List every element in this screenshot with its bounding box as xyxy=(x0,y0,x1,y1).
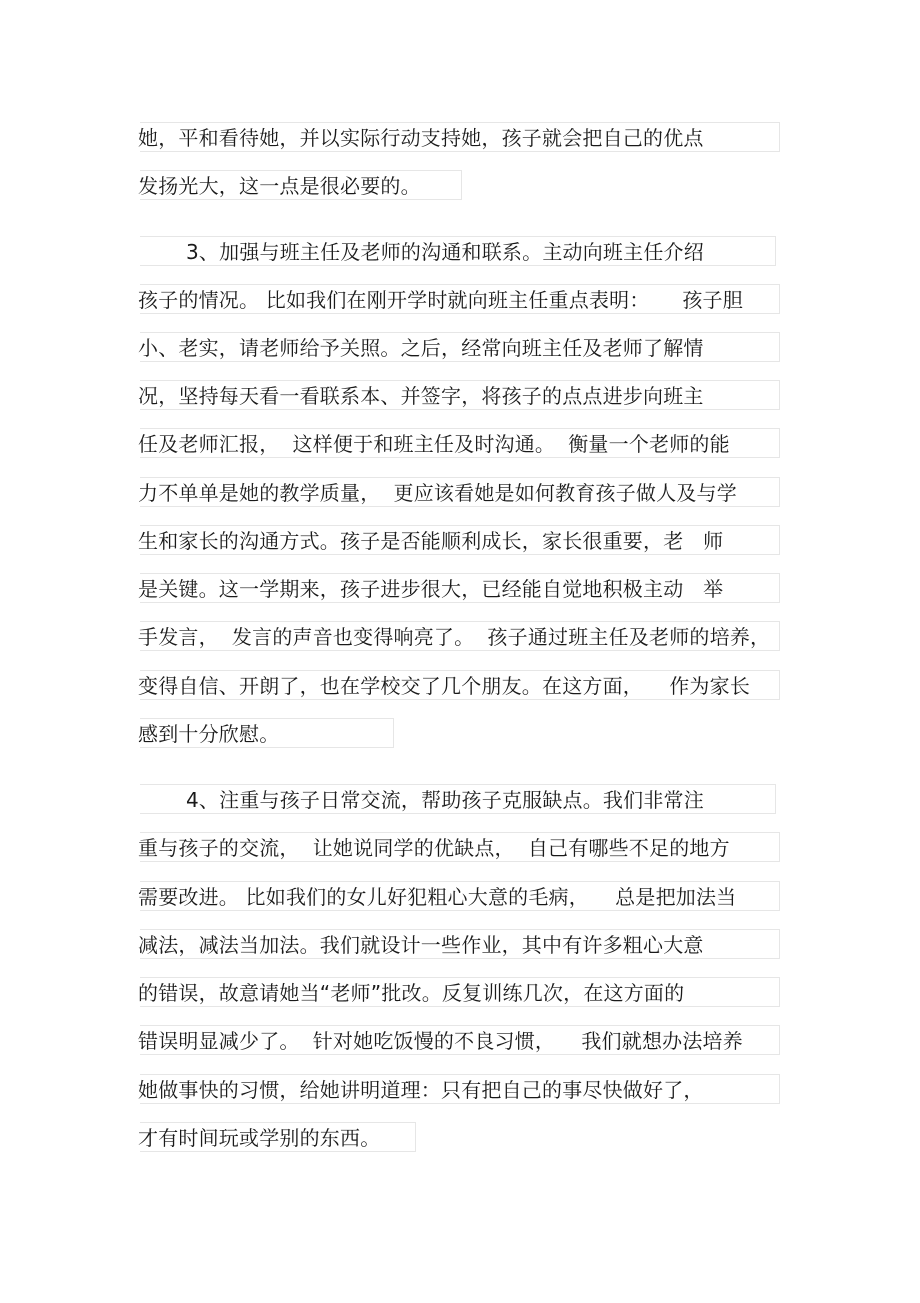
paragraph-2-line-1: 3、加强与班主任及老师的沟通和联系。主动向班主任介绍 xyxy=(186,240,704,264)
paragraph-2-line-7: 生和家长的沟通方式。孩子是否能顺利成长，家长很重要，老 师 xyxy=(138,529,724,553)
paragraph-2-line-9: 手发言， 发言的声音也变得响亮了。 孩子通过班主任及老师的培养， xyxy=(138,625,771,649)
paragraph-2-line-2: 孩子的情况。 比如我们在刚开学时就向班主任重点表明： 孩子胆 xyxy=(138,288,743,312)
paragraph-2-line-6: 力不单单是她的教学质量， 更应该看她是如何教育孩子做人及与学 xyxy=(138,481,737,505)
paragraph-3-line-6: 错误明显减少了。 针对她吃饭慢的不良习惯， 我们就想办法培养 xyxy=(138,1029,743,1053)
paragraph-2-line-10: 变得自信、开朗了，也在学校交了几个朋友。在这方面， 作为家长 xyxy=(138,674,751,698)
paragraph-1-line-1: 她，平和看待她，并以实际行动支持她，孩子就会把自己的优点 xyxy=(138,126,704,150)
paragraph-2-line-8: 是关键。这一学期来，孩子进步很大，已经能自觉地积极主动 举 xyxy=(138,577,724,601)
paragraph-2-line-4: 况，坚持每天看一看联系本、并签字，将孩子的点点进步向班主 xyxy=(138,384,704,408)
paragraph-3-line-3: 需要改进。 比如我们的女儿好犯粗心大意的毛病， 总是把加法当 xyxy=(138,885,737,909)
paragraph-3-line-7: 她做事快的习惯，给她讲明道理：只有把自己的事尽快做好了， xyxy=(138,1078,704,1102)
paragraph-3-line-1: 4、注重与孩子日常交流，帮助孩子克服缺点。我们非常注 xyxy=(186,788,704,812)
paragraph-3-line-2: 重与孩子的交流， 让她说同学的优缺点， 自己有哪些不足的地方 xyxy=(138,836,730,860)
paragraph-1-line-2: 发扬光大，这一点是很必要的。 xyxy=(138,174,421,198)
paragraph-3-line-8: 才有时间玩或学别的东西。 xyxy=(138,1126,381,1150)
paragraph-3-line-5: 的错误，故意请她当“老师”批改。反复训练几次，在这方面的 xyxy=(138,981,685,1005)
paragraph-2-line-11: 感到十分欣慰。 xyxy=(138,722,280,746)
paragraph-2-line-5: 任及老师汇报， 这样便于和班主任及时沟通。 衡量一个老师的能 xyxy=(138,432,730,456)
paragraph-2-line-3: 小、老实，请老师给予关照。之后，经常向班主任及老师了解情 xyxy=(138,336,704,360)
paragraph-3-line-4: 减法，减法当加法。我们就设计一些作业，其中有许多粗心大意 xyxy=(138,933,704,957)
